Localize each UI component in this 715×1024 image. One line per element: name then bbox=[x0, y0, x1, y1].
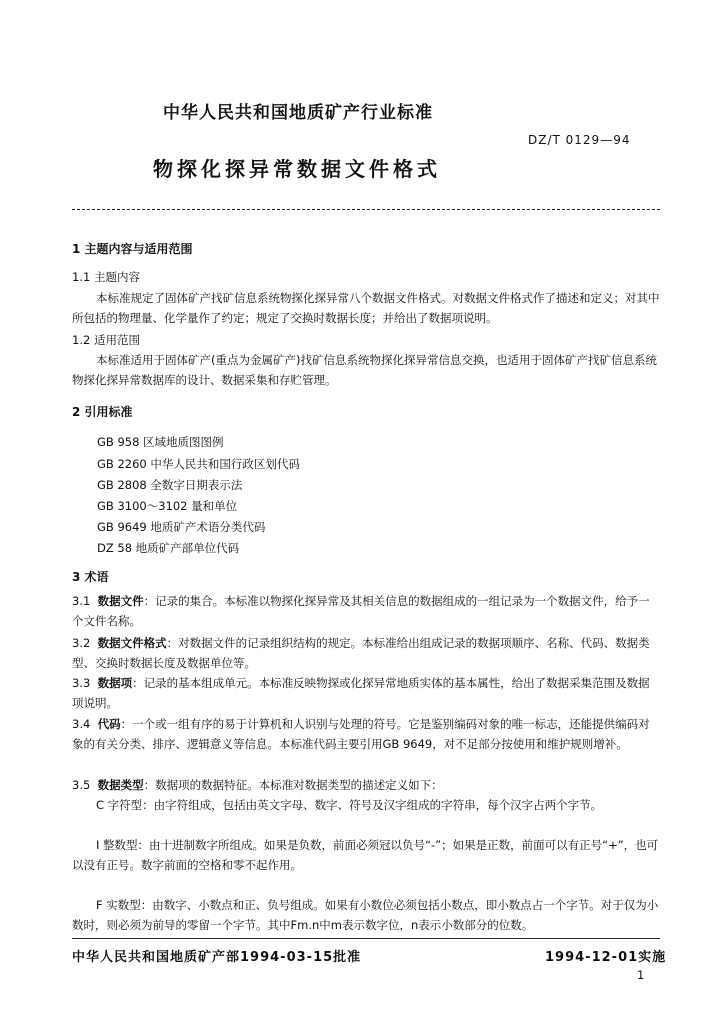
term-definition: ：一个或一组有序的易于计算机和人识别与处理的符号。它是鉴别编码对象的唯一标志，还能提供编码对象的有关分类、排序、逻辑意义等信息。本标准代码主要引用GB 9649，对不足部分按使用和维护规则增补。 bbox=[72, 717, 650, 751]
term-3-3 bbox=[72, 673, 660, 713]
section-2-heading: 2 引用标准 bbox=[72, 405, 133, 419]
section-1-2-heading: 1.2 适用范围 bbox=[72, 333, 140, 347]
footer-divider bbox=[72, 938, 660, 939]
effective-date: 1994-12-01实施 bbox=[545, 950, 667, 965]
section-1-1-text: 本标准规定了固体矿产找矿信息系统物探化探异常八个数据文件格式。对数据文件格式作了描述和定义；对其中所包括的物理量、化学量作了约定；规定了交换时数据长度；并给出了数据项说明。 bbox=[72, 291, 660, 325]
term-number: 3.1 bbox=[72, 594, 91, 608]
reference-item: GB 958 区域地质图图例 bbox=[97, 435, 224, 449]
reference-item: GB 2260 中华人民共和国行政区划代码 bbox=[97, 457, 300, 471]
term-number: 3.3 bbox=[72, 676, 91, 690]
document-title: 物探化探异常数据文件格式 bbox=[153, 157, 441, 181]
reference-item: GB 9649 地质矿产术语分类代码 bbox=[97, 520, 266, 534]
term-number: 3.2 bbox=[72, 636, 91, 650]
term-name: 代码 bbox=[97, 717, 121, 731]
issuing-organization: 中华人民共和国地质矿产行业标准 bbox=[163, 103, 433, 123]
term-name: 数据类型 bbox=[97, 778, 144, 792]
term-definition: ：对数据文件的记录组织结构的规定。本标准给出组成记录的数据项顺序、名称、代码、数据类型、交换时数据长度及数据单位等。 bbox=[72, 636, 650, 670]
section-3-heading: 3 术语 bbox=[72, 570, 109, 584]
type-integer-definition: I 整数型：由十进制数字所组成。如果是负数，前面必须冠以负号“-”；如果是正数，前面可以有正号“+”，也可以没有正号。数字前面的空格和零不起作用。 bbox=[72, 838, 659, 872]
section-1-2-text: 本标准适用于固体矿产(重点为金属矿产)找矿信息系统物探化探异常信息交换，也适用于固体矿产找矿信息系统物探化探异常数据库的设计、数据采集和存贮管理。 bbox=[72, 353, 657, 387]
page-number: 1 bbox=[637, 968, 645, 982]
term-name: 数据文件 bbox=[97, 594, 144, 608]
term-number: 3.4 bbox=[72, 717, 91, 731]
term-3-5 bbox=[72, 775, 660, 795]
term-name: 数据项 bbox=[97, 676, 133, 690]
reference-item: DZ 58 地质矿产部单位代码 bbox=[97, 541, 240, 555]
term-3-2 bbox=[72, 633, 660, 673]
type-char-definition: C 字符型：由字符组成，包括由英文字母、数字、符号及汉字组成的字符串，每个汉字占两个字节。 bbox=[96, 798, 603, 812]
section-1-1-heading: 1.1 主题内容 bbox=[72, 270, 140, 284]
term-definition: ：记录的集合。本标准以物探化探异常及其相关信息的数据组成的一组记录为一个数据文件，给予一个文件名称。 bbox=[72, 594, 650, 628]
term-definition: ：数据项的数据特征。本标准对数据类型的描述定义如下： bbox=[143, 778, 443, 792]
term-definition: ：记录的基本组成单元。本标准反映物探或化探异常地质实体的基本属性，给出了数据采集范围及数据项说明。 bbox=[72, 676, 650, 710]
approval-statement: 中华人民共和国地质矿产部1994-03-15批准 bbox=[72, 950, 362, 965]
term-3-4 bbox=[72, 714, 660, 754]
reference-item: GB 3100～3102 量和单位 bbox=[97, 499, 238, 513]
section-1-heading: 1 主题内容与适用范围 bbox=[72, 242, 193, 256]
term-name: 数据文件格式 bbox=[97, 636, 167, 650]
term-3-1 bbox=[72, 591, 660, 631]
standard-code: DZ/T 0129—94 bbox=[528, 133, 631, 147]
reference-item: GB 2808 全数字日期表示法 bbox=[97, 478, 243, 492]
header-divider bbox=[72, 209, 660, 210]
term-number: 3.5 bbox=[72, 778, 91, 792]
type-real-definition: F 实数型：由数字、小数点和正、负号组成。如果有小数位必须包括小数点，即小数点占一个字节。对于仅为小数时，则必须为前导的零留一个字节。其中Fm.n中m表示数字位，n表示小数部分的位数。 bbox=[72, 898, 659, 932]
